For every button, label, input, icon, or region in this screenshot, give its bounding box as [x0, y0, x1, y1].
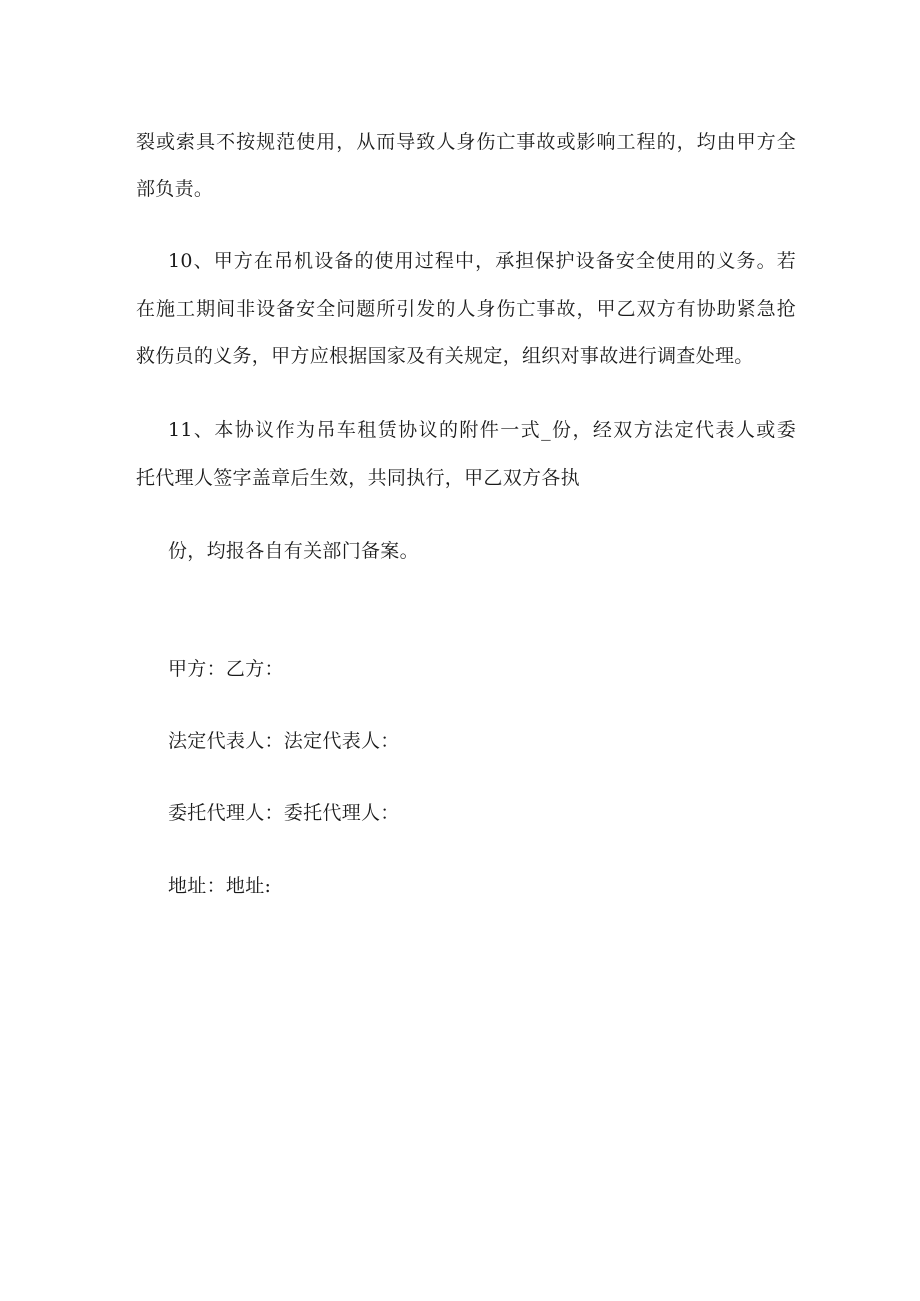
signature-address: 地址：地址: [168, 875, 272, 897]
paragraph-continuation-line-2: 部负责。 [136, 178, 214, 200]
clause-10-line-1: 10、甲方在吊机设备的使用过程中，承担保护设备安全使用的义务。若 [168, 250, 796, 272]
paragraph-continuation-line-1: 裂或索具不按规范使用，从而导致人身伤亡事故或影响工程的，均由甲方全 [136, 131, 796, 153]
clause-10-line-2: 在施工期间非设备安全问题所引发的人身伤亡事故，甲乙双方有协助紧急抢 [136, 298, 796, 320]
clause-10-line-3: 救伤员的义务，甲方应根据国家及有关规定，组织对事故进行调查处理。 [136, 345, 754, 367]
clause-11-line-1: 11、本协议作为吊车租赁协议的附件一式_份，经双方法定代表人或委 [168, 419, 796, 441]
signature-legal-representative: 法定代表人：法定代表人： [168, 730, 400, 752]
clause-11-line-2: 托代理人签字盖章后生效，共同执行，甲乙双方各执 [136, 467, 580, 489]
clause-11-line-3: 份，均报各自有关部门备案。 [168, 540, 419, 562]
signature-parties: 甲方：乙方： [168, 658, 284, 680]
signature-authorized-agent: 委托代理人：委托代理人： [168, 802, 400, 824]
